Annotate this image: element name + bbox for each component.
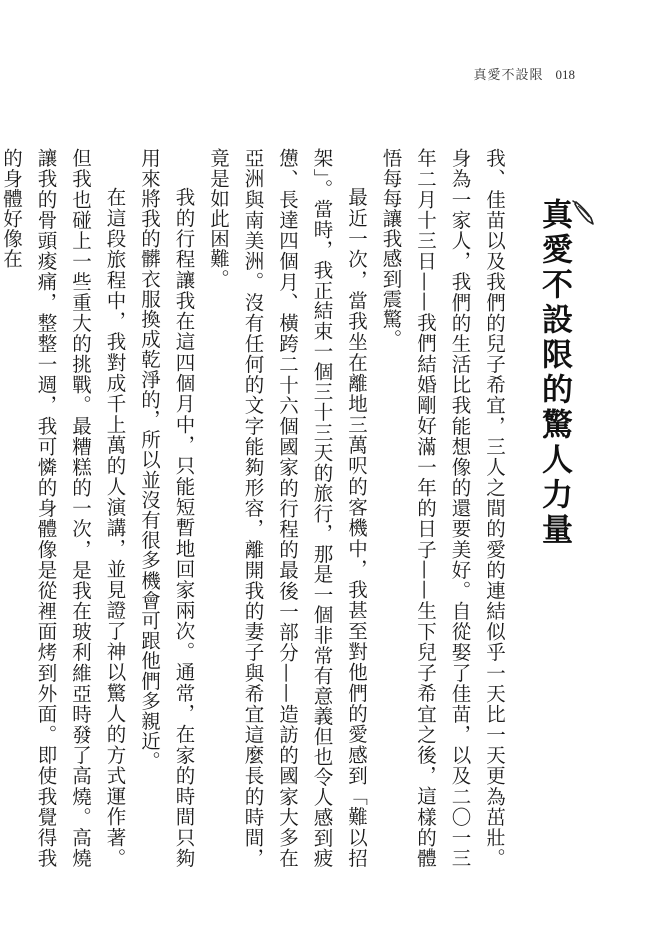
paragraph: 在這段旅程中，我對成千上萬的人演講，並見證了神以驚人的方式運作著。但我也碰上一些重大的挑戰。最糟糕的一次，是我在玻利維亞時發了高燒。高燒讓我的骨頭痠痛，整整一週，我可憐的身體像是從裡面烤到外面。即使我覺得我的身體好像在: [0, 148, 127, 868]
body-text: [0, 148, 511, 868]
paragraph: 我的行程讓我在這四個月中，只能短暫地回家兩次。通常，在家的時間只夠用來將我的髒衣服換成乾淨的，所以並沒有很多機會可跟他們多親近。: [138, 148, 196, 868]
running-title: 真愛不設限: [473, 68, 544, 83]
paragraph: 最近一次，當我坐在離地三萬呎的客機中，我甚至對他們的愛感到「難以招架」。當時，我正結束一個三十三天的旅行，那是一個非常有意義但也令人感到疲憊、長達四個月、橫跨二十六個國家的行程的最後一部分——造訪的國家大多在亞洲與南美洲。沒有任何的文字能夠形容，離開我的妻子與希宜這麼長的時間，竟是如此困難。: [207, 148, 368, 868]
chapter-title-text: 真愛不設限的驚人力量: [536, 198, 572, 548]
paragraph: 我、佳苗以及我們的兒子希宜，三人之間的愛的連結似乎一天比一天更為茁壯。身為一家人，我們的生活比我能想像的還要美好。自從娶了佳苗，以及二〇一三年二月十三日——我們結婚剛好滿一年的日子——生下兒子希宜之後，這樣的體悟每每讓我感到震驚。: [379, 148, 506, 868]
page-number: 018: [555, 67, 575, 82]
chapter-title: [538, 198, 599, 548]
running-header: [473, 64, 575, 83]
fountain-pen-icon: [569, 198, 599, 228]
